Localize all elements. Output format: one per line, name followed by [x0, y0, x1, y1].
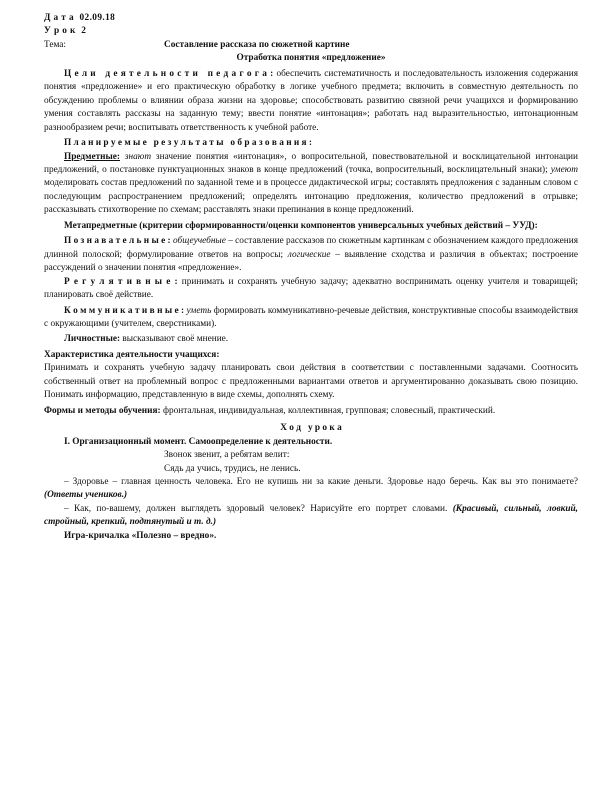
regulative-results [44, 276, 578, 303]
goals-label: Ц е л и д е я т е л ь н о с т и п е д а г о г а : [64, 68, 274, 79]
communicative-text: формировать коммуникативно-речевые действия, конструктивные способы взаимодействия с окружающими (учителем, сверстниками). [44, 305, 578, 329]
meta-heading: Метапредметные (критерии сформированности/оценки компонентов универсальных учебных действий – УУД): [64, 220, 538, 231]
lesson-page [44, 12, 578, 543]
topic-label: Тема: [44, 39, 66, 50]
subject-text-1: значение понятия «интонация», о вопросительной, повествовательной и восклицательной интонации предложений, о постановке пунктуационных знаков в конце предложений (точка, вопросительный, восклицательный знаки); [44, 151, 579, 175]
subject-know: знают [124, 151, 152, 162]
regulative-label: Р е г у л я т и в н ы е : [64, 276, 178, 287]
topic-row [44, 39, 578, 52]
regulative-text: принимать и сохранять учебную задачу; адекватно воспринимать оценку учителя и товарищей; планировать своё действие. [44, 276, 579, 301]
cognitive-logical: логические [287, 249, 331, 260]
poem-line-2: Сядь да учись, трудись, не ленись. [164, 463, 301, 474]
results-heading: П л а н и р у е м ы е р е з у л ь т а т ы о б р а з о в а н и я : [64, 138, 313, 149]
health-text: – Здоровье – главная ценность человека. Его не купишь ни за какие деньги. Здоровье надо беречь. Как вы это понимаете? [64, 476, 578, 487]
portrait-answer: (Красивый, сильный, ловкий, стройный, крепкий, подтянутый и т. д.) [44, 503, 578, 528]
cognitive-results [44, 235, 578, 275]
subject-results [44, 151, 578, 218]
poem-line-1: Звонок звенит, а ребятам велит: [164, 450, 290, 461]
characteristic-text: Принимать и сохранять учебную задачу планировать свои действия в соответствии с поставленными задачами. Соотносить собственный ответ на проблемный вопрос с предложенными вариантами ответов и аргументированно доказывать свою позицию. Понимать информацию, представленную в виде схемы, дополнять схему. [44, 363, 578, 401]
forms-text: фронтальная, индивидуальная, коллективная, групповая; словесный, практический. [160, 405, 496, 416]
communicative-results [44, 305, 578, 332]
health-paragraph [44, 476, 578, 503]
health-answer: (Ответы учеников.) [44, 490, 128, 501]
subject-text-2: моделировать состав предложений по заданной теме и в процессе дидактической игры; составлять предложения с заданным словом с последующим распространением предложений; определять интонацию предложения, количество предложений в отрывке; рассказывать стихотворение по схемам; расставлять знаки препинания в конце предложений. [44, 178, 578, 216]
cognitive-text-1: – составление рассказов по сюжетным картинкам с обозначением каждого предложения длинной полоской; формулирование ответов на вопросы; [44, 236, 578, 260]
personal-label: Личностные: [64, 334, 121, 345]
topic-subtitle: Отработка понятия «предложение» [236, 53, 386, 64]
lesson-date: Д а т а 02.09.18 [44, 13, 116, 23]
portrait-text: – Как, по-вашему, должен выглядеть здоровый человек? Нарисуйте его портрет словами. [64, 503, 448, 514]
characteristic-heading: Характеристика деятельности учащихся: [44, 349, 220, 360]
portrait-paragraph [44, 503, 578, 530]
game-title: Игра-кричалка «Полезно – вредно». [64, 530, 217, 541]
stage-1-heading: I. Организационный момент. Самоопределение к деятельности. [64, 436, 333, 447]
personal-text: высказывают своё мнение. [120, 334, 229, 345]
subject-label: Предметные: [64, 151, 120, 162]
goals-text: обеспечить систематичность и последовательность изложения содержания понятия «предложение» и его практическую обработку в логике учебного предмета; включить в совместную деятельность по обсуждению проблемы о влиянии образа жизни на здоровье; способствовать развитию связной речи учащихся и формированию умения составлять рассказы на заданную тему; ввести понятие «интонация»; работать над выразительностью, интонационным разнообразием речи; воспитывать ответственность к учебной работе. [44, 68, 579, 133]
cognitive-general: общеучебные [173, 236, 226, 247]
subject-can: умеют [550, 164, 578, 175]
forms-methods [44, 405, 578, 418]
communicative-label: К о м м у н и к а т и в н ы е : [64, 305, 185, 316]
communicative-can: уметь [186, 305, 212, 316]
personal-results [44, 333, 578, 346]
topic-title: Составление рассказа по сюжетной картине [164, 39, 350, 50]
course-heading: Х о д у р о к а [280, 423, 342, 434]
cognitive-label: П о з н а в а т е л ь н ы е : [64, 236, 171, 247]
cognitive-text-2: – выявление сходства и различия в объектах; построение рассуждений о значении понятия «предложение». [44, 249, 578, 274]
forms-label: Формы и методы обучения: [44, 405, 161, 416]
lesson-number: У р о к 2 [44, 26, 87, 37]
teacher-goals [44, 68, 578, 135]
